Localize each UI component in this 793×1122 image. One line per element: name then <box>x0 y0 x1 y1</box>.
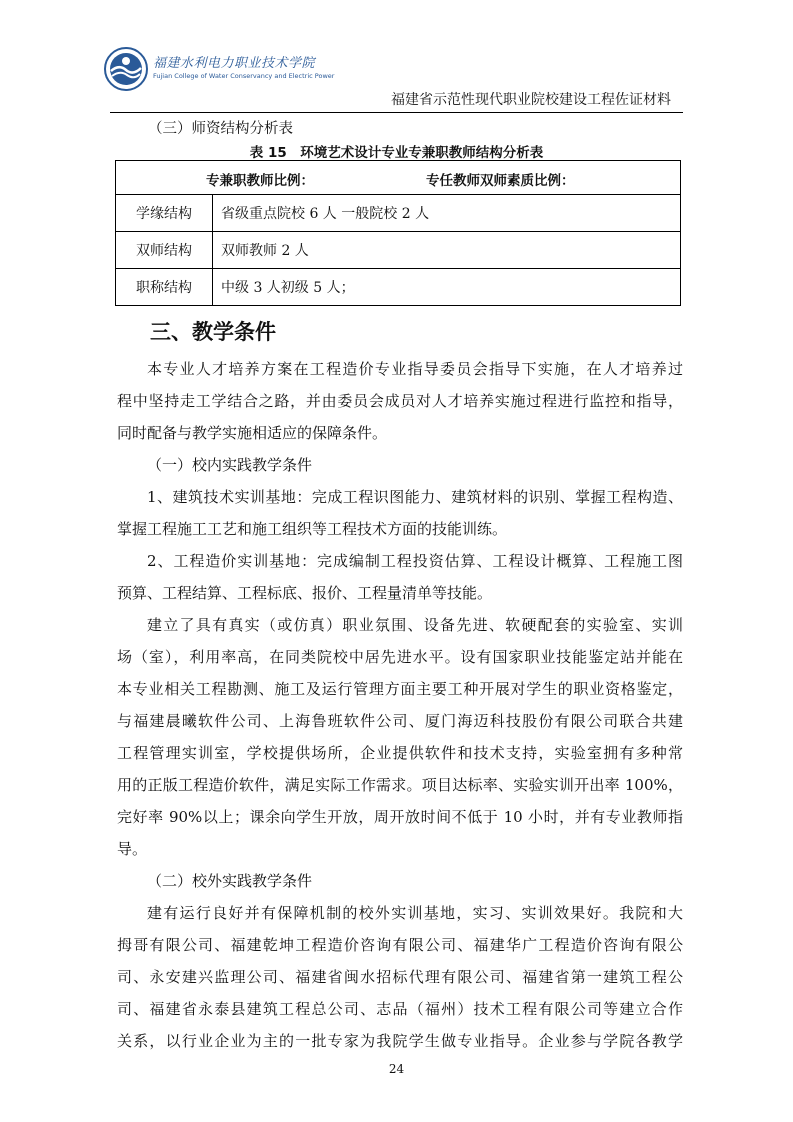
table-caption: 表 15 环境艺术设计专业专兼职教师结构分析表 <box>249 145 544 161</box>
page-number: 24 <box>388 1062 405 1076</box>
staff-structure-table <box>115 160 681 306</box>
subheading-staff-structure: （三）师资结构分析表 <box>148 121 293 137</box>
section-title: 三、教学条件 <box>150 320 276 344</box>
body-line: 关系，以行业企业为主的一批专家为我院学生做专业指导。企业参与学院各教学 <box>117 1032 683 1050</box>
college-emblem-icon <box>103 46 149 92</box>
running-header: 福建省示范性现代职业院校建设工程佐证材料 <box>391 92 671 108</box>
table-row <box>116 195 681 232</box>
body-line: 导。 <box>117 840 148 858</box>
college-english-name: Fujian College of Water Conservancy and Electric Power <box>153 72 335 80</box>
body-line: 场（室），利用率高，在同类院校中居先进水平。设有国家职业技能鉴定站并能在 <box>117 648 683 666</box>
college-logo <box>103 46 335 92</box>
body-line: 司、永安建兴监理公司、福建省闽水招标代理有限公司、福建省第一建筑工程公 <box>117 968 683 986</box>
body-line: 拇哥有限公司、福建乾坤工程造价咨询有限公司、福建华广工程造价咨询有限公 <box>117 936 683 954</box>
table-header-cell <box>116 161 681 195</box>
row-value: 中级 3 人初级 5 人； <box>213 269 681 306</box>
body-line: 掌握工程施工工艺和施工组织等工程技术方面的技能训练。 <box>117 520 508 538</box>
row-value: 省级重点院校 6 人 一般院校 2 人 <box>213 195 681 232</box>
body-line: 工程管理实训室，学校提供场所，企业提供软件和技术支持，实验室拥有多种常 <box>117 744 683 762</box>
body-line: 建有运行良好并有保障机制的校外实训基地，实习、实训效果好。我院和大 <box>147 904 683 922</box>
body-line: 1、建筑技术实训基地：完成工程识图能力、建筑材料的识别、掌握工程构造、 <box>147 488 683 506</box>
body-line: 预算、工程结算、工程标底、报价、工程量清单等技能。 <box>117 584 493 602</box>
body-line: 与福建晨曦软件公司、上海鲁班软件公司、厦门海迈科技股份有限公司联合共建 <box>117 712 683 730</box>
body-line: 同时配备与教学实施相适应的保障条件。 <box>117 424 388 442</box>
row-label: 双师结构 <box>116 232 213 269</box>
body-line: 用的正版工程造价软件，满足实际工作需求。项目达标率、实验实训开出率 100%， <box>117 776 683 794</box>
body-line: 本专业人才培养方案在工程造价专业指导委员会指导下实施，在人才培养过 <box>147 360 683 378</box>
body-line: 完好率 90%以上；课余向学生开放，周开放时间不低于 10 小时，并有专业教师指 <box>117 808 683 826</box>
row-label: 职称结构 <box>116 269 213 306</box>
row-value: 双师教师 2 人 <box>213 232 681 269</box>
table-header-row <box>116 161 681 195</box>
row-label: 学缘结构 <box>116 195 213 232</box>
body-line: 建立了具有真实（或仿真）职业氛围、设备先进、软硬配套的实验室、实训 <box>147 616 683 634</box>
subheading-off-campus: （二）校外实践教学条件 <box>147 872 313 890</box>
body-line: 程中坚持走工学结合之路，并由委员会成员对人才培养实施过程进行监控和指导， <box>117 392 683 410</box>
header-parttime-ratio: 专兼职教师比例： <box>206 173 314 189</box>
body-line: 司、福建省永泰县建筑工程总公司、志品（福州）技术工程有限公司等建立合作 <box>117 1000 683 1018</box>
table-row <box>116 232 681 269</box>
college-name: 福建水利电力职业技术学院 <box>153 56 316 71</box>
body-line: 本专业相关工程勘测、施工及运行管理方面主要工种开展对学生的职业资格鉴定， <box>117 680 683 698</box>
header-dual-qualified-ratio: 专任教师双师素质比例： <box>426 173 575 189</box>
body-line: 2、工程造价实训基地：完成编制工程投资估算、工程设计概算、工程施工图 <box>147 552 683 570</box>
table-row <box>116 269 681 306</box>
subheading-on-campus: （一）校内实践教学条件 <box>147 456 313 474</box>
header-rule <box>110 112 683 113</box>
